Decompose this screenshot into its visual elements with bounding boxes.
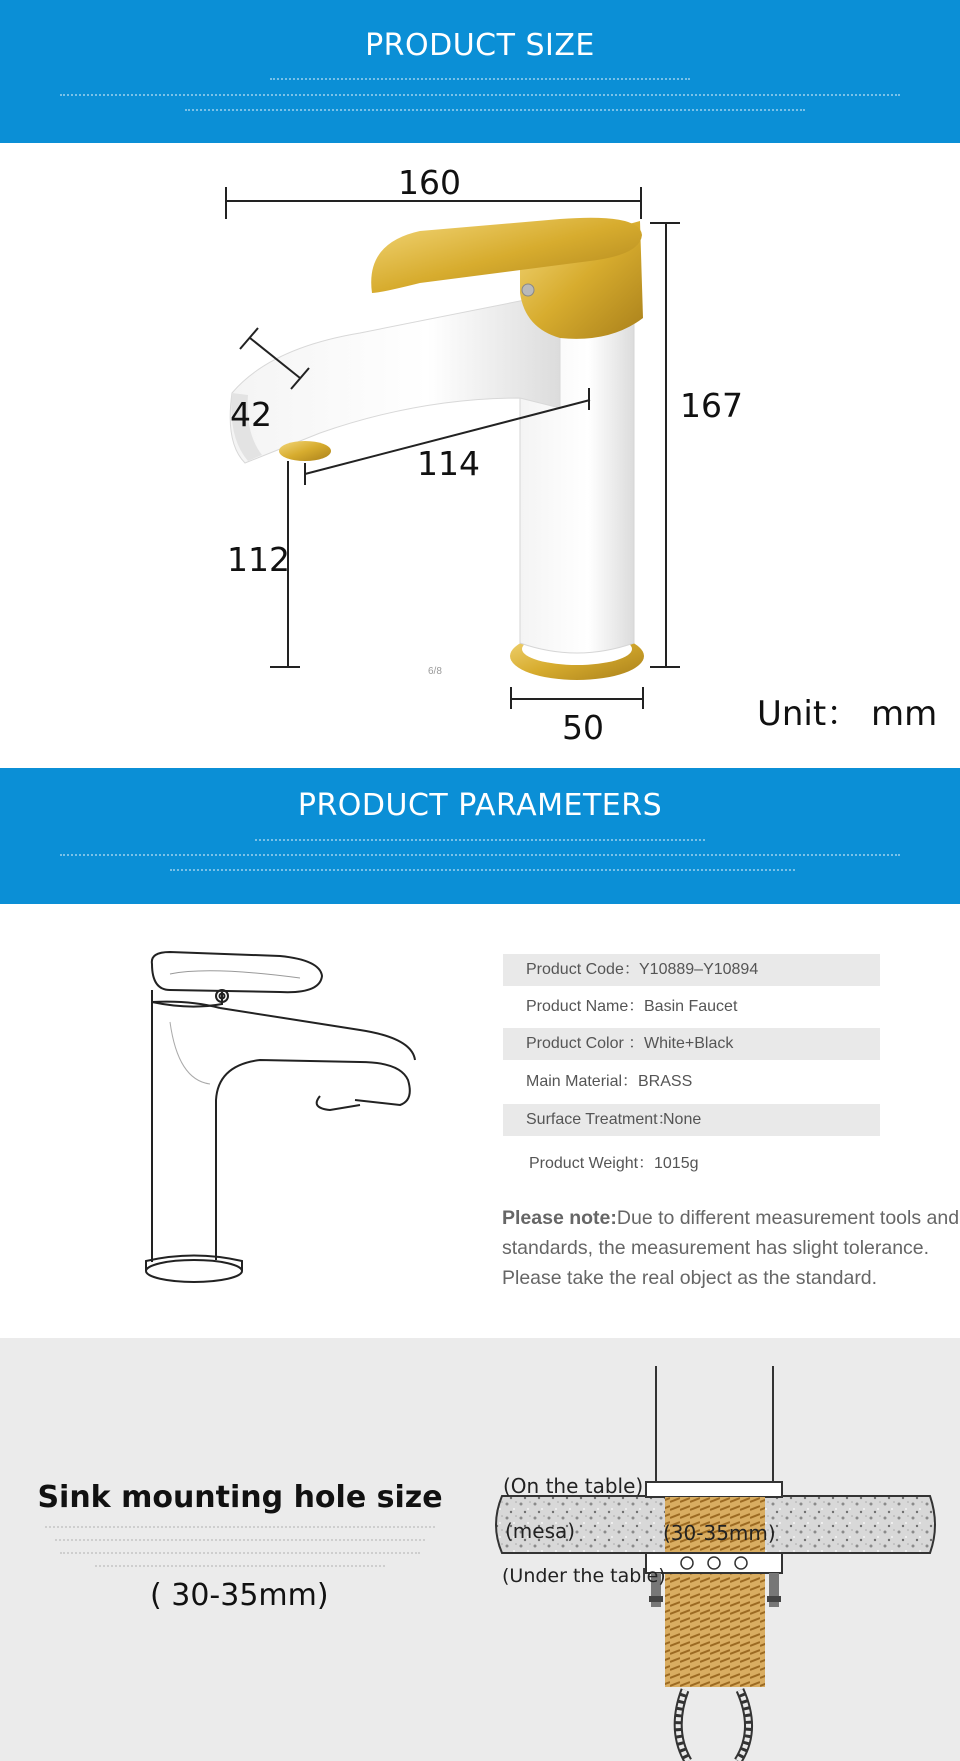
note-text: Due to different measurement tools and standards, the measurement has slight tolerance. Please take the real object as the standard. — [502, 1207, 960, 1289]
sink-mounting-title: Sink mounting hole size — [37, 1480, 443, 1515]
param-label: Product Code： — [526, 961, 640, 978]
dimension-50-label: 50 — [562, 708, 604, 747]
product-size-title: PRODUCT SIZE — [365, 28, 595, 63]
param-value: Y10889–Y10894 — [639, 961, 759, 978]
param-value: None — [663, 1111, 702, 1128]
mounting-diagram — [490, 1360, 940, 1761]
dimension-42-label: 42 — [230, 395, 272, 434]
product-size-banner — [0, 0, 960, 143]
top-plate — [646, 1482, 782, 1497]
sink-hole-size: ( 30-35mm) — [150, 1578, 329, 1613]
param-row-product-code — [503, 954, 880, 986]
decorative-text-line — [60, 93, 900, 97]
tolerance-note — [502, 1203, 960, 1293]
param-label: Surface Treatment： — [526, 1111, 674, 1128]
product-parameters-banner — [0, 768, 960, 904]
dimension-114-label: 114 — [417, 444, 480, 483]
faucet-spout — [230, 293, 560, 463]
param-row-product-weight — [503, 1148, 880, 1180]
aerator — [279, 441, 331, 461]
bottom-plate — [646, 1553, 782, 1573]
decorative-text-line — [60, 1551, 420, 1555]
param-row-surface-treatment — [503, 1104, 880, 1136]
faucet-line-drawing — [130, 950, 430, 1290]
label-under-table: (Under the table) — [502, 1565, 666, 1587]
param-label: Product Name： — [526, 998, 645, 1015]
dimension-167-label: 167 — [680, 386, 743, 425]
decorative-text-line — [170, 868, 795, 872]
dimension-line-50 — [511, 687, 643, 709]
param-label: Main Material： — [526, 1073, 639, 1090]
decorative-text-line — [185, 108, 805, 112]
label-hole-size: (30-35mm) — [663, 1521, 776, 1545]
param-row-product-name — [503, 991, 880, 1023]
page-marker: 6/8 — [428, 666, 442, 677]
label-on-table: (On the table) — [503, 1474, 644, 1498]
dimension-line-167 — [650, 223, 680, 667]
decorative-text-line — [95, 1564, 385, 1568]
param-value: 1015g — [654, 1155, 699, 1172]
label-mesa: (mesa) — [505, 1519, 576, 1543]
param-value: BRASS — [638, 1073, 693, 1090]
decorative-text-line — [45, 1525, 435, 1529]
dimension-160-label: 160 — [398, 163, 461, 202]
decorative-text-line — [255, 838, 705, 842]
param-row-product-color — [503, 1028, 880, 1060]
param-value: White+Black — [644, 1035, 734, 1052]
param-row-main-material — [503, 1066, 880, 1098]
dimension-112-label: 112 — [227, 540, 290, 579]
note-label: Please note: — [502, 1207, 617, 1229]
product-parameters-title: PRODUCT PARAMETERS — [297, 788, 663, 823]
param-value: Basin Faucet — [644, 998, 738, 1015]
decorative-text-line — [270, 77, 690, 81]
decorative-text-line — [55, 1538, 425, 1542]
unit-label: Unit： mm — [757, 694, 938, 734]
param-label: Product Weight： — [529, 1155, 655, 1172]
param-label: Product Color ： — [526, 1035, 645, 1052]
faucet-dimension-drawing — [0, 143, 960, 768]
decorative-text-line — [60, 853, 900, 857]
